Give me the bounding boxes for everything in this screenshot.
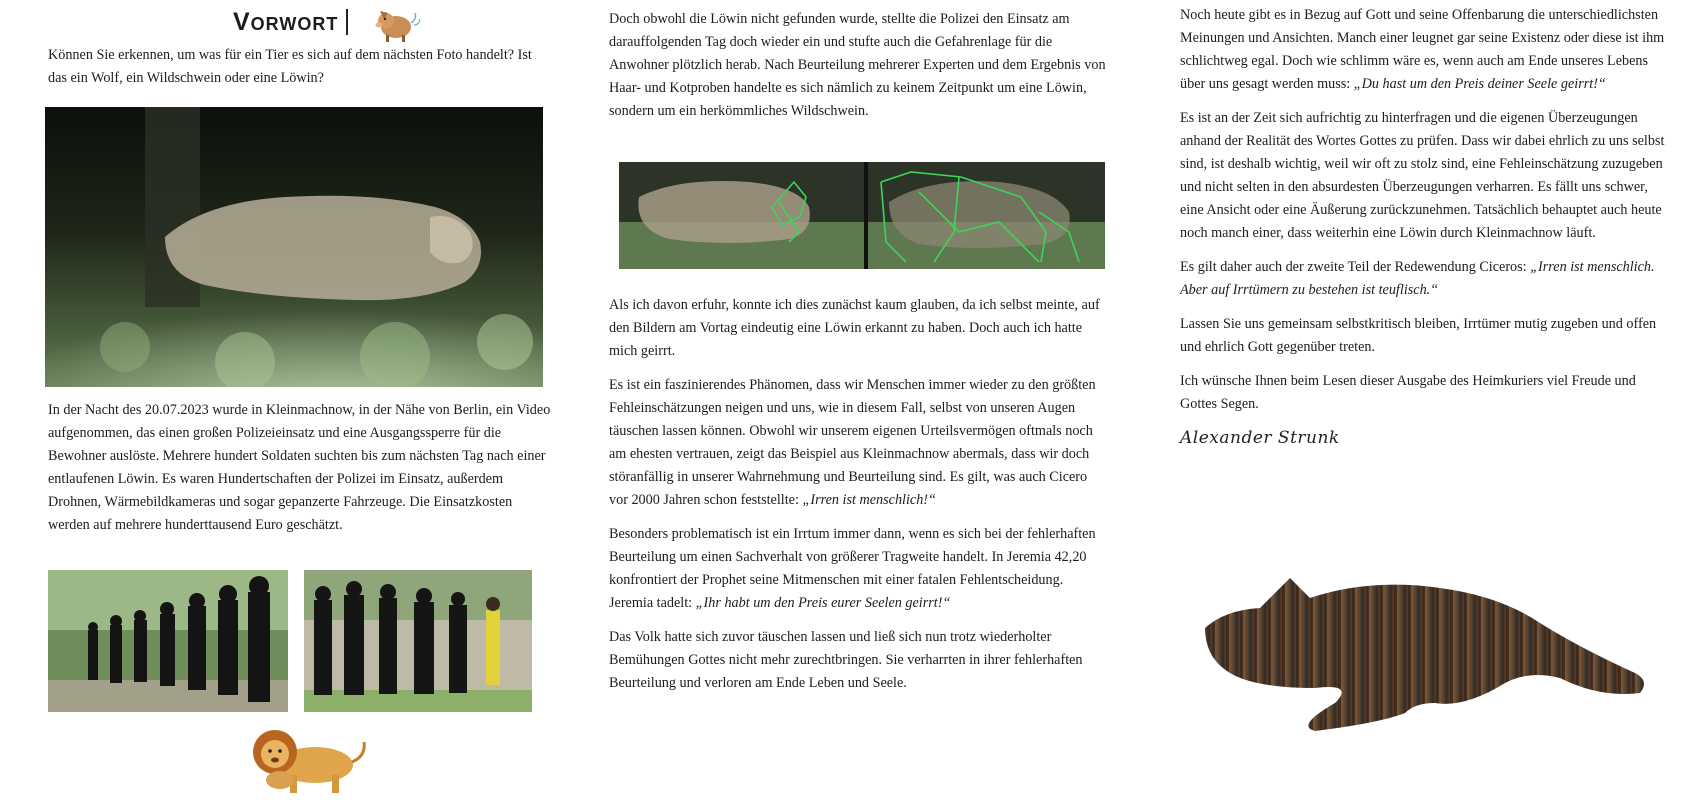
column-2-body bbox=[609, 294, 1109, 706]
boar-analysis-image bbox=[619, 162, 1105, 269]
police-photo-2 bbox=[304, 570, 532, 712]
running-boar-forest-image bbox=[1195, 553, 1675, 743]
soul-quote: „Du hast um den Preis deiner Seele geirrt!“ bbox=[1353, 76, 1606, 92]
cicero-quote: „Irren ist menschlich!“ bbox=[802, 492, 936, 508]
column-3-paragraph-2: Es ist an der Zeit sich aufrichtig zu hinterfragen und die eigenen Überzeugungen anhand der Realität des Wortes Gottes zu prüfen. Dass wir dabei ehrlich zu uns selbst sind, ist deshalb wichtig, weil wir oft zu stolz sind, eine Fehleinschätzung zuzugeben und nicht selten in den absurdesten Überzeugungen verharren. Es fällt uns schwer, eine Ansicht oder eine Äußerung zurückzunehmen. Tatsächlich behauptet auch heute noch manch einer, dass weiterhin eine Löwin durch Kleinmachnow läuft. bbox=[1180, 110, 1665, 241]
night-video-still bbox=[45, 107, 543, 387]
boar-cartoon-icon bbox=[366, 0, 426, 45]
page-header bbox=[233, 4, 426, 40]
column-3-paragraph-1: Noch heute gibt es in Bezug auf Gott und seine Offenbarung die unterschiedlichsten Meinungen und Ansichten. Manch einer leugnet gar seine Existenz oder diese ist ihm schlichtweg egal. Doch wie schlimm wäre es, wenn auch am Ende unseres Lebens über uns gesagt werden muss: „Du hast um den Preis deiner Seele geirrt!“ bbox=[1180, 7, 1665, 92]
cicero-second-quote: „Irren ist menschlich. Aber auf Irrtümern zu bestehen ist teuflisch.“ bbox=[1180, 259, 1655, 298]
column-2-paragraph-3: Es ist ein faszinierendes Phänomen, dass wir Menschen immer wieder zu den größten Fehleinschätzungen neigen und uns, wie in diesem Fall, selbst von unseren Augen täuschen lassen können. Obwohl wir unserem eigenen Urteilsvermögen oftmals noch am ehesten vertrauen, zeigt das Beispiel aus Kleinmachnow abermals, dass wir doch störanfällig in unserer Wahrnehmung und Beurteilung sind. Es gilt, was auch Cicero vor 2000 Jahren schon feststellte: „Irren ist menschlich!“ bbox=[609, 377, 1096, 508]
column-1-body bbox=[48, 399, 553, 548]
lion-cartoon-icon bbox=[240, 720, 370, 800]
column-2 bbox=[609, 8, 1109, 134]
column-2-paragraph-4: Besonders problematisch ist ein Irrtum immer dann, wenn es sich bei der fehlerhaften Beurteilung um einen Sachverhalt von größerer Tragweite handelt. In Jeremia 42,20 konfrontiert der Prophet seine Mitmenschen mit einer fatalen Fehlentscheidung. Jeremia tadelt: „Ihr habt um den Preis eurer Seelen geirrt!“ bbox=[609, 526, 1096, 611]
page-title: Vorwort bbox=[233, 7, 339, 36]
column-3-paragraph-4: Lassen Sie uns gemeinsam selbstkritisch bleiben, Irrtümer mutig zugeben und offen und ehrlich Gott gegenüber treten. bbox=[1180, 316, 1657, 355]
column-3 bbox=[1180, 4, 1670, 461]
police-photo-1 bbox=[48, 570, 288, 712]
story-paragraph: In der Nacht des 20.07.2023 wurde in Kleinmachnow, in der Nähe von Berlin, ein Video aufgenommen, das einen großen Polizeieinsatz und eine Ausgangssperre für die Bewohner auslöste. Mehrere hundert Soldaten suchten bis zum nächsten Tag nach einer entlaufenen Löwin. Es waren Hundertschaften der Polizei im Einsatz, außerdem Drohnen, Wärmebildkameras und sogar gepanzerte Fahrzeuge. Die Einsatzkosten werden auf mehrere hunderttausend Euro geschätzt. bbox=[48, 402, 551, 533]
column-3-paragraph-5: Ich wünsche Ihnen beim Lesen dieser Ausgabe des Heimkuriers viel Freude und Gottes Segen. bbox=[1180, 373, 1636, 412]
intro-paragraph: Können Sie erkennen, um was für ein Tier es sich auf dem nächsten Foto handelt? Ist das ein Wolf, ein Wildschwein oder eine Löwin? bbox=[48, 47, 532, 86]
column-3-paragraph-3: Es gilt daher auch der zweite Teil der Redewendung Ciceros: „Irren ist menschlich. Aber auf Irrtümern zu bestehen ist teuflisch.“ bbox=[1180, 259, 1655, 298]
column-1 bbox=[48, 44, 553, 101]
column-2-paragraph-2: Als ich davon erfuhr, konnte ich dies zunächst kaum glauben, da ich selbst meinte, auf den Bildern am Vortag eindeutig eine Löwin erkannt zu haben. Doch auch ich hatte mich geirrt. bbox=[609, 297, 1100, 359]
title-divider bbox=[346, 9, 348, 35]
signature: Alexander Strunk bbox=[1180, 428, 1340, 448]
column-2-paragraph-5: Das Volk hatte sich zuvor täuschen lassen und ließ sich nun trotz wiederholter Bemühungen Gottes nicht mehr zurechtbringen. Sie verharrten in ihrer fehlerhaften Beurteilung und verloren am Ende Leben und Seele. bbox=[609, 629, 1083, 691]
jeremia-quote: „Ihr habt um den Preis eurer Seelen geirrt!“ bbox=[695, 595, 951, 611]
column-2-paragraph-1: Doch obwohl die Löwin nicht gefunden wurde, stellte die Polizei den Einsatz am darauffolgenden Tag doch wieder ein und stufte auch die Gefahrenlage für die Anwohner plötzlich herab. Nach Beurteilung mehrerer Experten und dem Ergebnis von Haar- und Kotproben handelte es sich nämlich zu keinem Zeitpunkt um eine Löwin, sondern um ein herkömmliches Wildschwein. bbox=[609, 11, 1106, 119]
